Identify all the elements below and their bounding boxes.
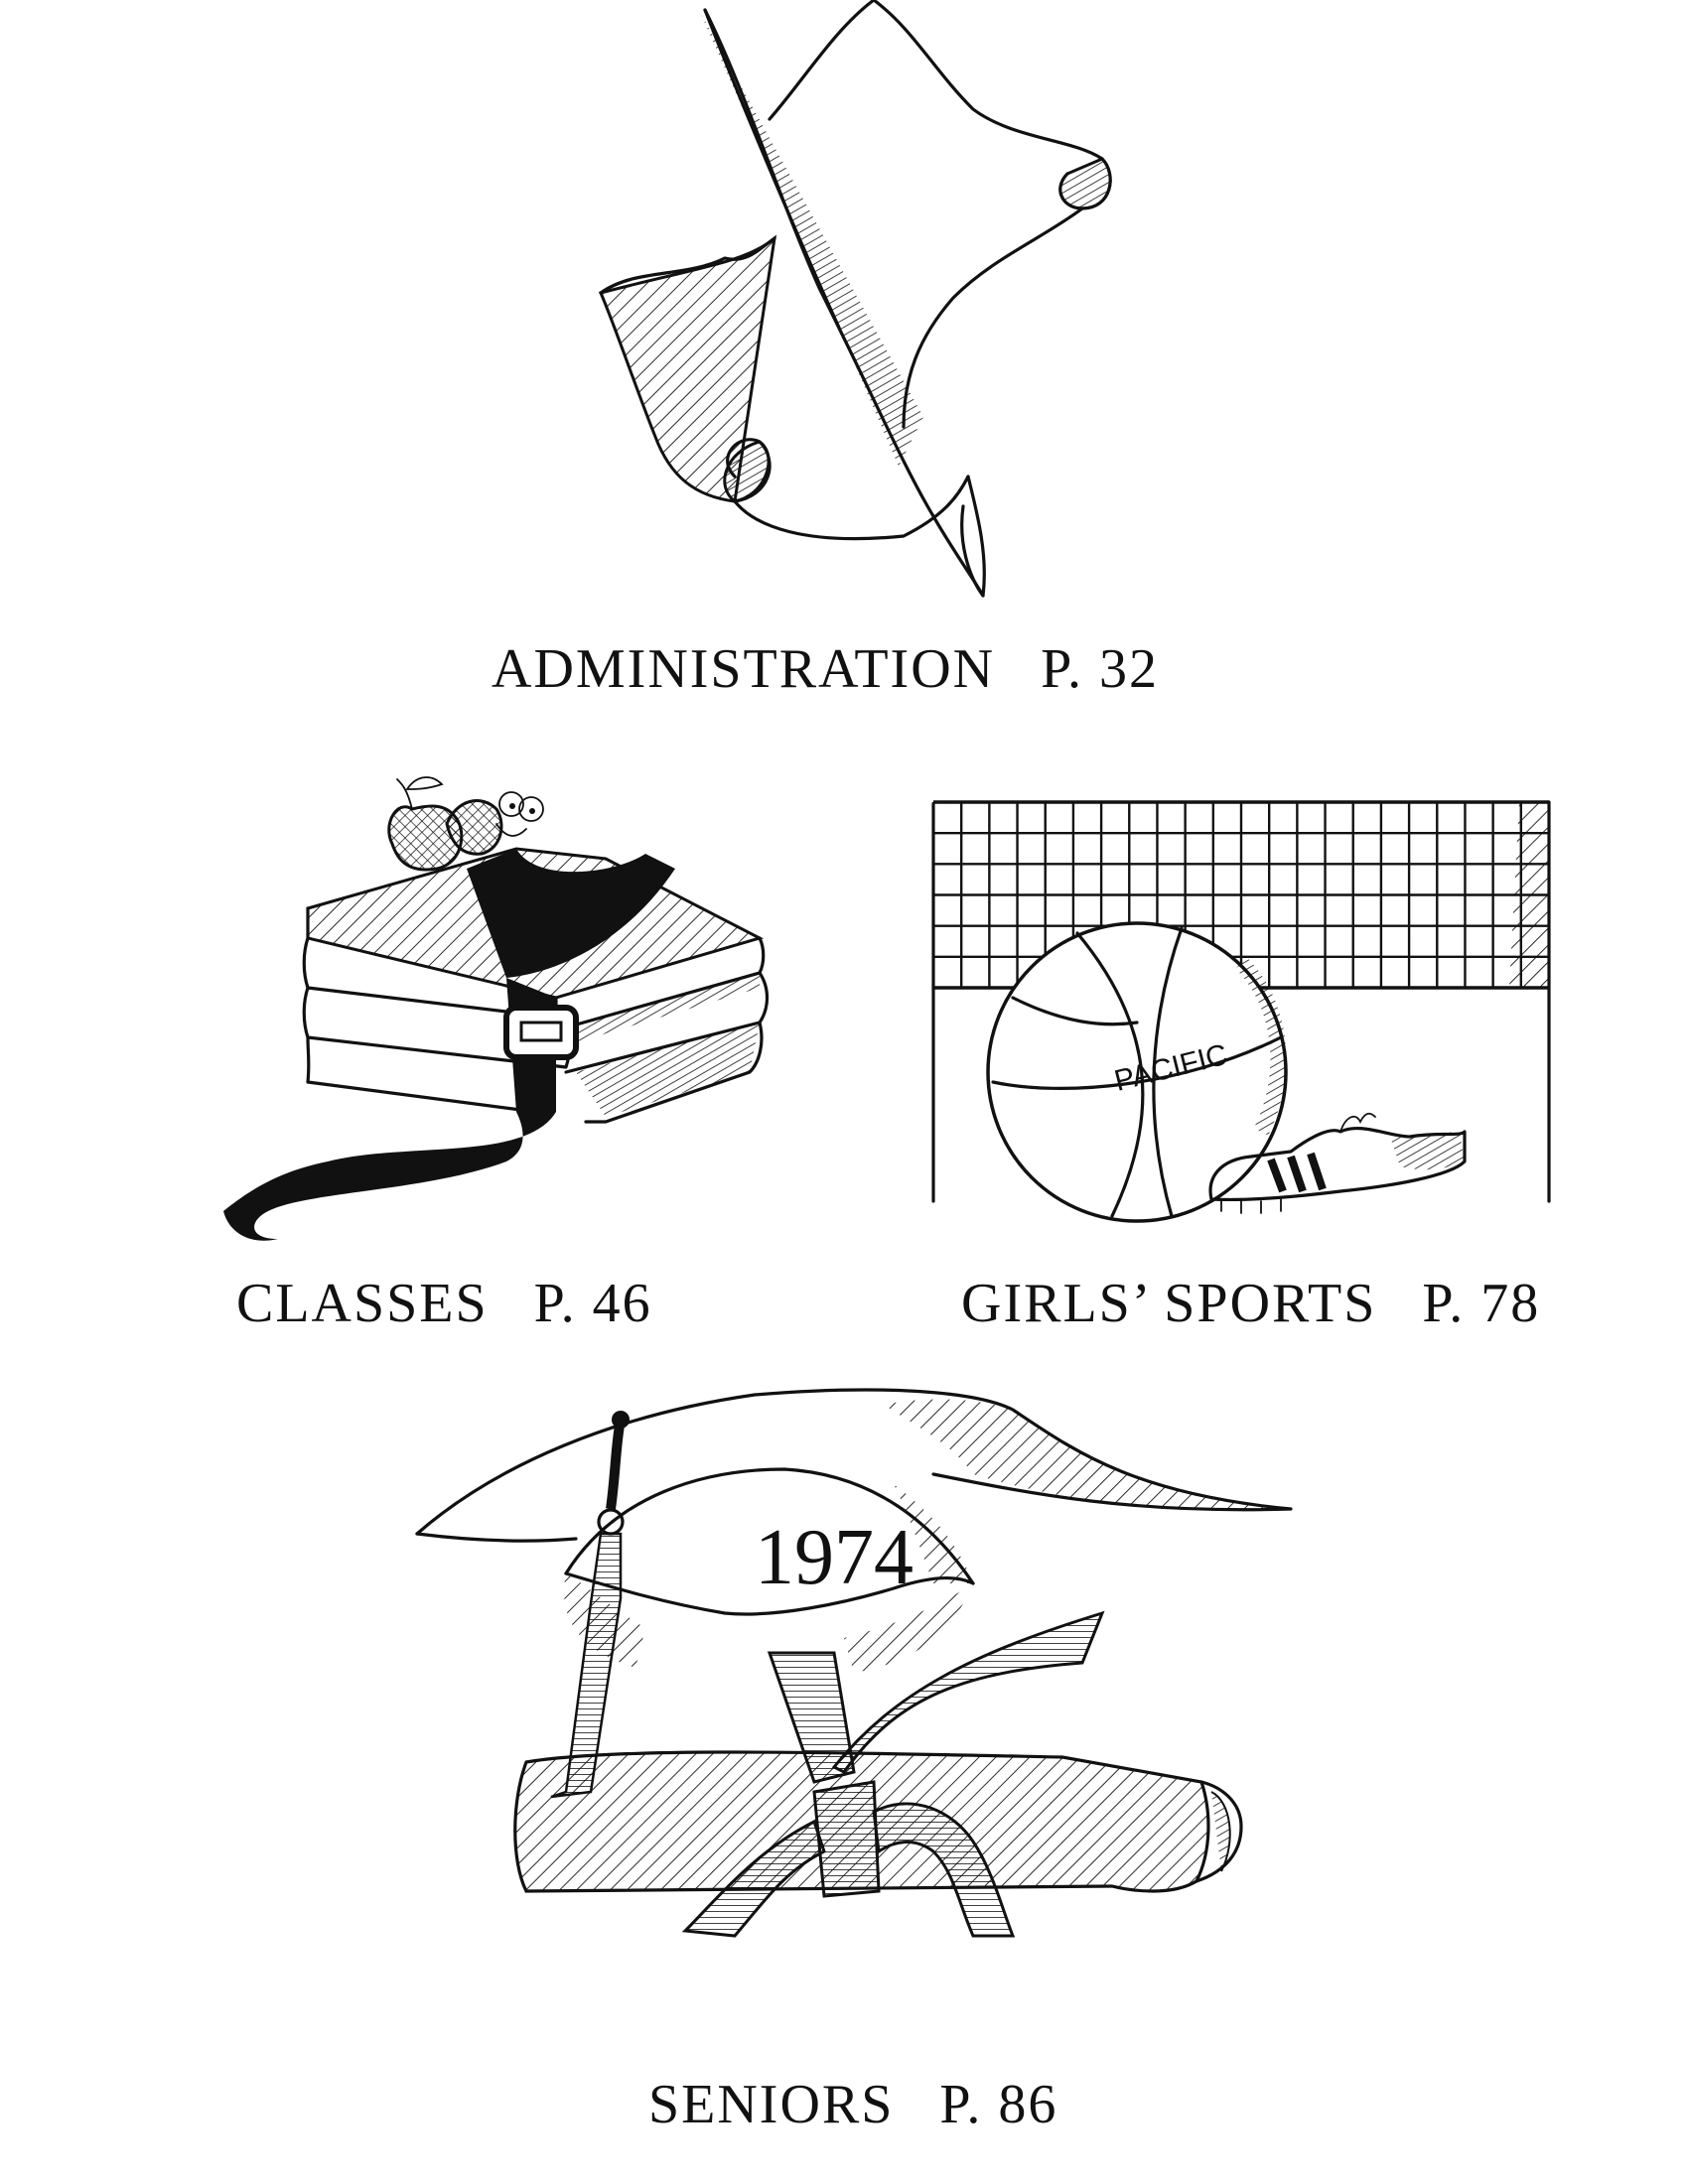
section-caption-administration (492, 638, 1160, 700)
section-page-number: P. 32 (1041, 638, 1160, 700)
section-title: CLASSES (236, 1273, 489, 1334)
basketball-net-icon (923, 794, 1559, 1231)
section-caption-classes (236, 1273, 652, 1334)
section-page-number: P. 78 (1422, 1273, 1541, 1334)
section-page-number: P. 86 (939, 2074, 1058, 2135)
section-page-number: P. 46 (533, 1273, 652, 1334)
cap-year: 1974 (755, 1514, 914, 1601)
net-grid (933, 802, 1549, 988)
scroll-icon (576, 0, 1132, 606)
section-caption-girls-sports (961, 1273, 1541, 1334)
books-icon (209, 764, 784, 1251)
section-title: SENIORS (648, 2074, 895, 2135)
graduation-cap-diploma-icon (417, 1375, 1311, 2000)
section-title: GIRLS’ SPORTS (961, 1273, 1377, 1334)
section-title: ADMINISTRATION (492, 638, 996, 700)
ball-text: PACIFIC (1111, 1037, 1231, 1098)
section-caption-seniors (648, 2074, 1058, 2135)
basketball (988, 923, 1286, 1221)
